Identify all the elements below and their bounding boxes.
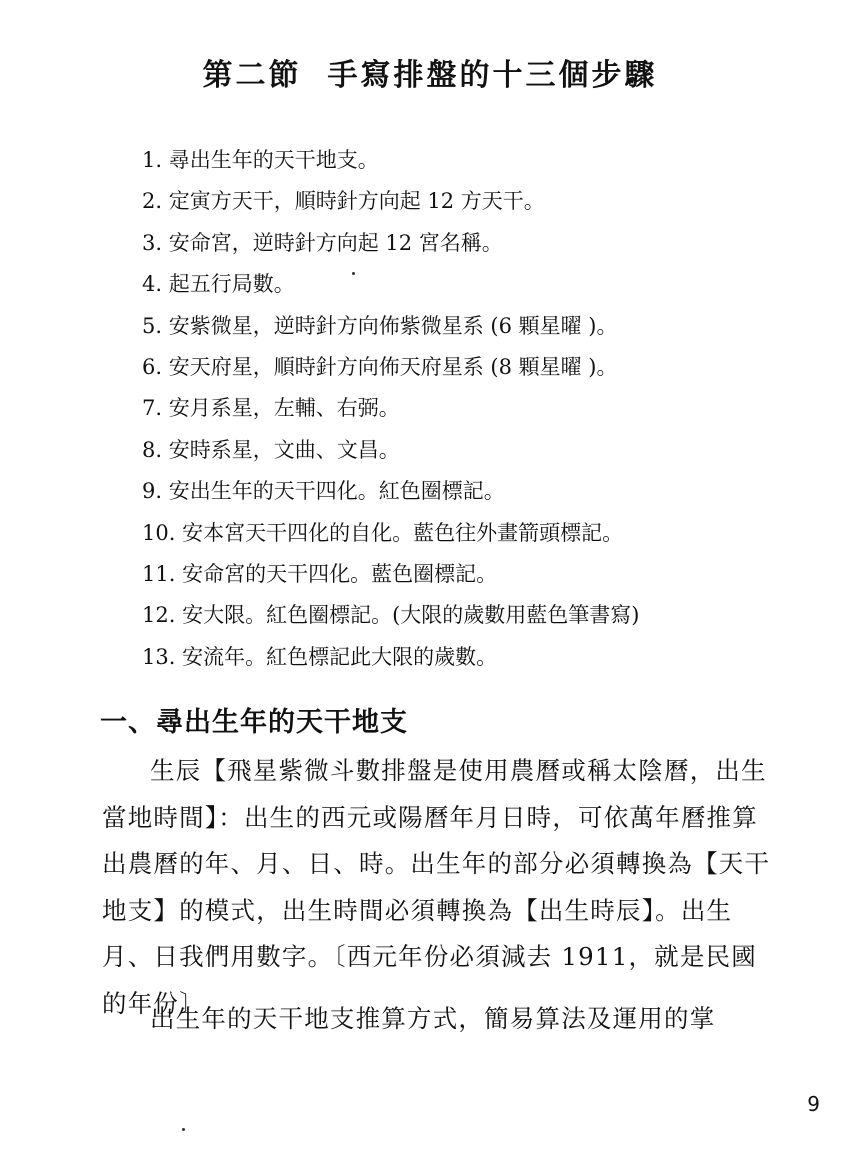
scan-speck: [352, 272, 355, 275]
step-item: 13. 安流年。紅色標記此大限的歲數。: [142, 644, 498, 669]
steps-list: [142, 140, 639, 678]
step-item: 11. 安命宮的天干四化。藍色圈標記。: [142, 561, 498, 586]
page-number: 9: [807, 1092, 820, 1116]
step-item: 3. 安命宮，逆時針方向起 12 宮名稱。: [142, 230, 503, 255]
step-item: 8. 安時系星，文曲、文昌。: [142, 437, 400, 462]
step-item: 2. 定寅方天干，順時針方向起 12 方天干。: [142, 189, 545, 214]
body-paragraph: 生辰【飛星紫微斗數排盤是使用農曆或稱太陰曆，出生當地時間】：出生的西元或陽曆年月日時，可依萬年曆推算出農曆的年、月、日、時。出生年的部分必須轉換為【天干地支】的模式，出生時間必須轉換為【出生時辰】。出生月、日我們用數字。〔西元年份必須減去 1911，就是民國的年份〕: [102, 756, 771, 1018]
step-item: 4. 起五行局數。: [142, 272, 295, 297]
section-number: 第二節: [202, 58, 302, 93]
step-item: 10. 安本宮天干四化的自化。藍色往外畫箭頭標記。: [142, 520, 624, 545]
step-item: 9. 安出生年的天干四化。紅色圈標記。: [142, 479, 505, 504]
section-heading: 手寫排盤的十三個步驟: [327, 58, 658, 93]
step-item: 12. 安大限。紅色圈標記。(大限的歲數用藍色筆書寫): [142, 603, 640, 628]
body-paragraph: 出生年的天干地支推算方式，簡易算法及運用的掌: [150, 1004, 716, 1033]
scan-speck: [182, 1128, 185, 1131]
subheading: 一、尋出生年的天干地支: [100, 707, 408, 738]
step-item: 7. 安月系星，左輔、右弼。: [142, 396, 400, 421]
step-item: 6. 安天府星，順時針方向佈天府星系 (8 顆星曜 )。: [142, 354, 618, 379]
step-item: 1. 尋出生年的天干地支。: [142, 148, 379, 172]
step-item: 5. 安紫微星，逆時針方向佈紫微星系 (6 顆星曜 )。: [142, 313, 618, 338]
section-title: [0, 50, 860, 94]
